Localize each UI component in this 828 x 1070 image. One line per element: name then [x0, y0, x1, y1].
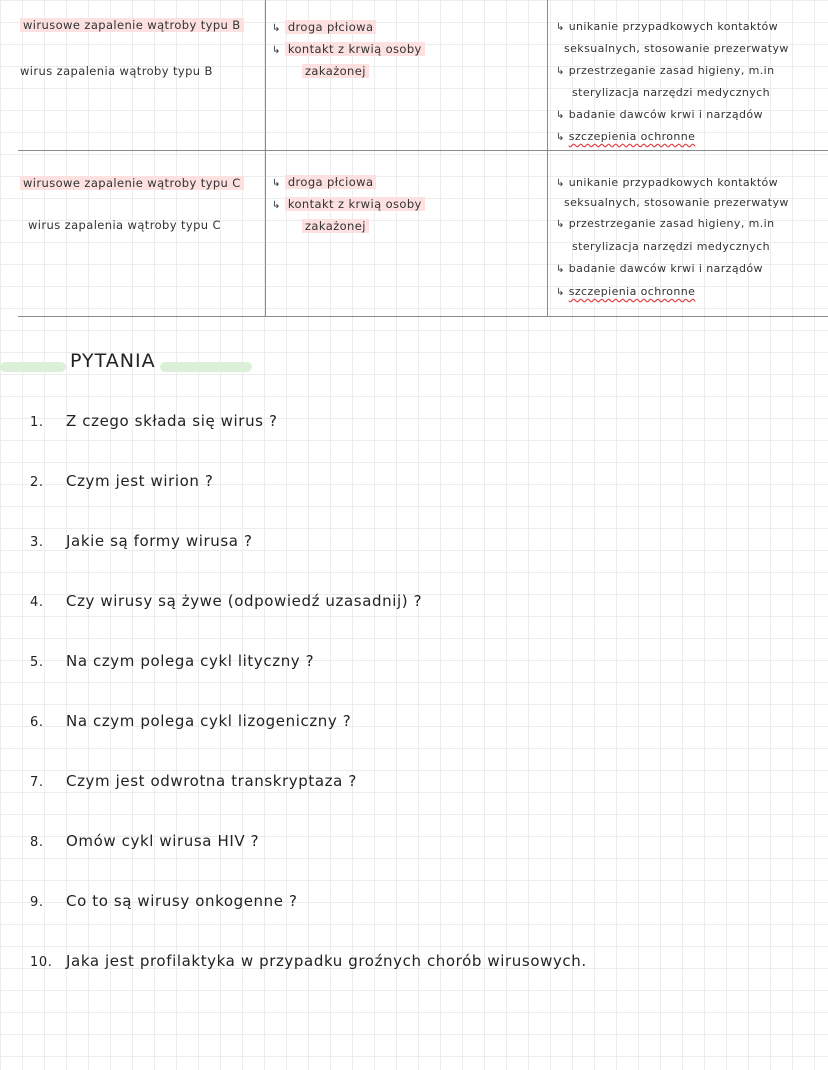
- route-item: ↳ droga płciowa: [272, 20, 376, 34]
- arrow-icon: ↳: [556, 22, 565, 33]
- prevention-item: ↳ szczepienia ochronne: [556, 130, 696, 143]
- route-item: ↳ droga płciowa: [272, 175, 376, 189]
- arrow-icon: ↳: [272, 23, 281, 34]
- prevention-item: ↳ badanie dawców krwi i narządów: [556, 108, 763, 121]
- prevention-item: ↳ przestrzeganie zasad higieny, m.in: [556, 217, 775, 230]
- arrow-icon: ↳: [272, 178, 281, 189]
- prevention-item: sterylizacja narzędzi medycznych: [572, 86, 770, 99]
- arrow-icon: ↳: [556, 264, 565, 275]
- arrow-icon: ↳: [556, 287, 565, 298]
- route-item: zakażonej: [302, 64, 369, 78]
- title-highlight-right: [160, 362, 252, 372]
- arrow-icon: ↳: [556, 66, 565, 77]
- disease-name: wirusowe zapalenie wątroby typu B: [20, 18, 244, 32]
- prevention-item: ↳ unikanie przypadkowych kontaktów: [556, 20, 779, 33]
- question-item: 10. Jaka jest profilaktyka w przypadku groźnych chorób wirusowych.: [30, 952, 587, 970]
- route-item: ↳ kontakt z krwią osoby: [272, 42, 425, 56]
- virus-name: wirus zapalenia wątroby typu B: [20, 64, 213, 78]
- arrow-icon: ↳: [272, 45, 281, 56]
- prevention-item: seksualnych, stosowanie prezerwatyw: [564, 196, 789, 209]
- question-item: 1. Z czego składa się wirus ?: [30, 412, 278, 430]
- title-highlight-left: [0, 362, 66, 372]
- arrow-icon: ↳: [556, 219, 565, 230]
- prevention-item: ↳ szczepienia ochronne: [556, 285, 696, 298]
- route-item: zakażonej: [302, 219, 369, 233]
- question-item: 9. Co to są wirusy onkogenne ?: [30, 892, 298, 910]
- section-title: PYTANIA: [70, 350, 156, 372]
- table-bottom-border: [18, 316, 828, 317]
- question-item: 6. Na czym polega cykl lizogeniczny ?: [30, 712, 352, 730]
- prevention-item: ↳ badanie dawców krwi i narządów: [556, 262, 763, 275]
- question-item: 5. Na czym polega cykl lityczny ?: [30, 652, 315, 670]
- arrow-icon: ↳: [556, 132, 565, 143]
- virus-name: wirus zapalenia wątroby typu C: [28, 218, 221, 232]
- question-item: 3. Jakie są formy wirusa ?: [30, 532, 253, 550]
- question-item: 4. Czy wirusy są żywe (odpowiedź uzasadnij) ?: [30, 592, 423, 610]
- arrow-icon: ↳: [556, 110, 565, 121]
- question-item: 2. Czym jest wirion ?: [30, 472, 214, 490]
- prevention-item: sterylizacja narzędzi medycznych: [572, 240, 770, 253]
- disease-name: wirusowe zapalenie wątroby typu C: [20, 176, 244, 190]
- table-row-separator: [18, 150, 828, 151]
- prevention-item: ↳ przestrzeganie zasad higieny, m.in: [556, 64, 775, 77]
- question-item: 7. Czym jest odwrotna transkryptaza ?: [30, 772, 357, 790]
- prevention-item: ↳ unikanie przypadkowych kontaktów: [556, 176, 779, 189]
- table-divider-1: [265, 0, 266, 316]
- route-item: ↳ kontakt z krwią osoby: [272, 197, 425, 211]
- table-divider-2: [547, 0, 548, 316]
- arrow-icon: ↳: [272, 200, 281, 211]
- prevention-item: seksualnych, stosowanie prezerwatyw: [564, 42, 789, 55]
- arrow-icon: ↳: [556, 178, 565, 189]
- question-item: 8. Omów cykl wirusa HIV ?: [30, 832, 260, 850]
